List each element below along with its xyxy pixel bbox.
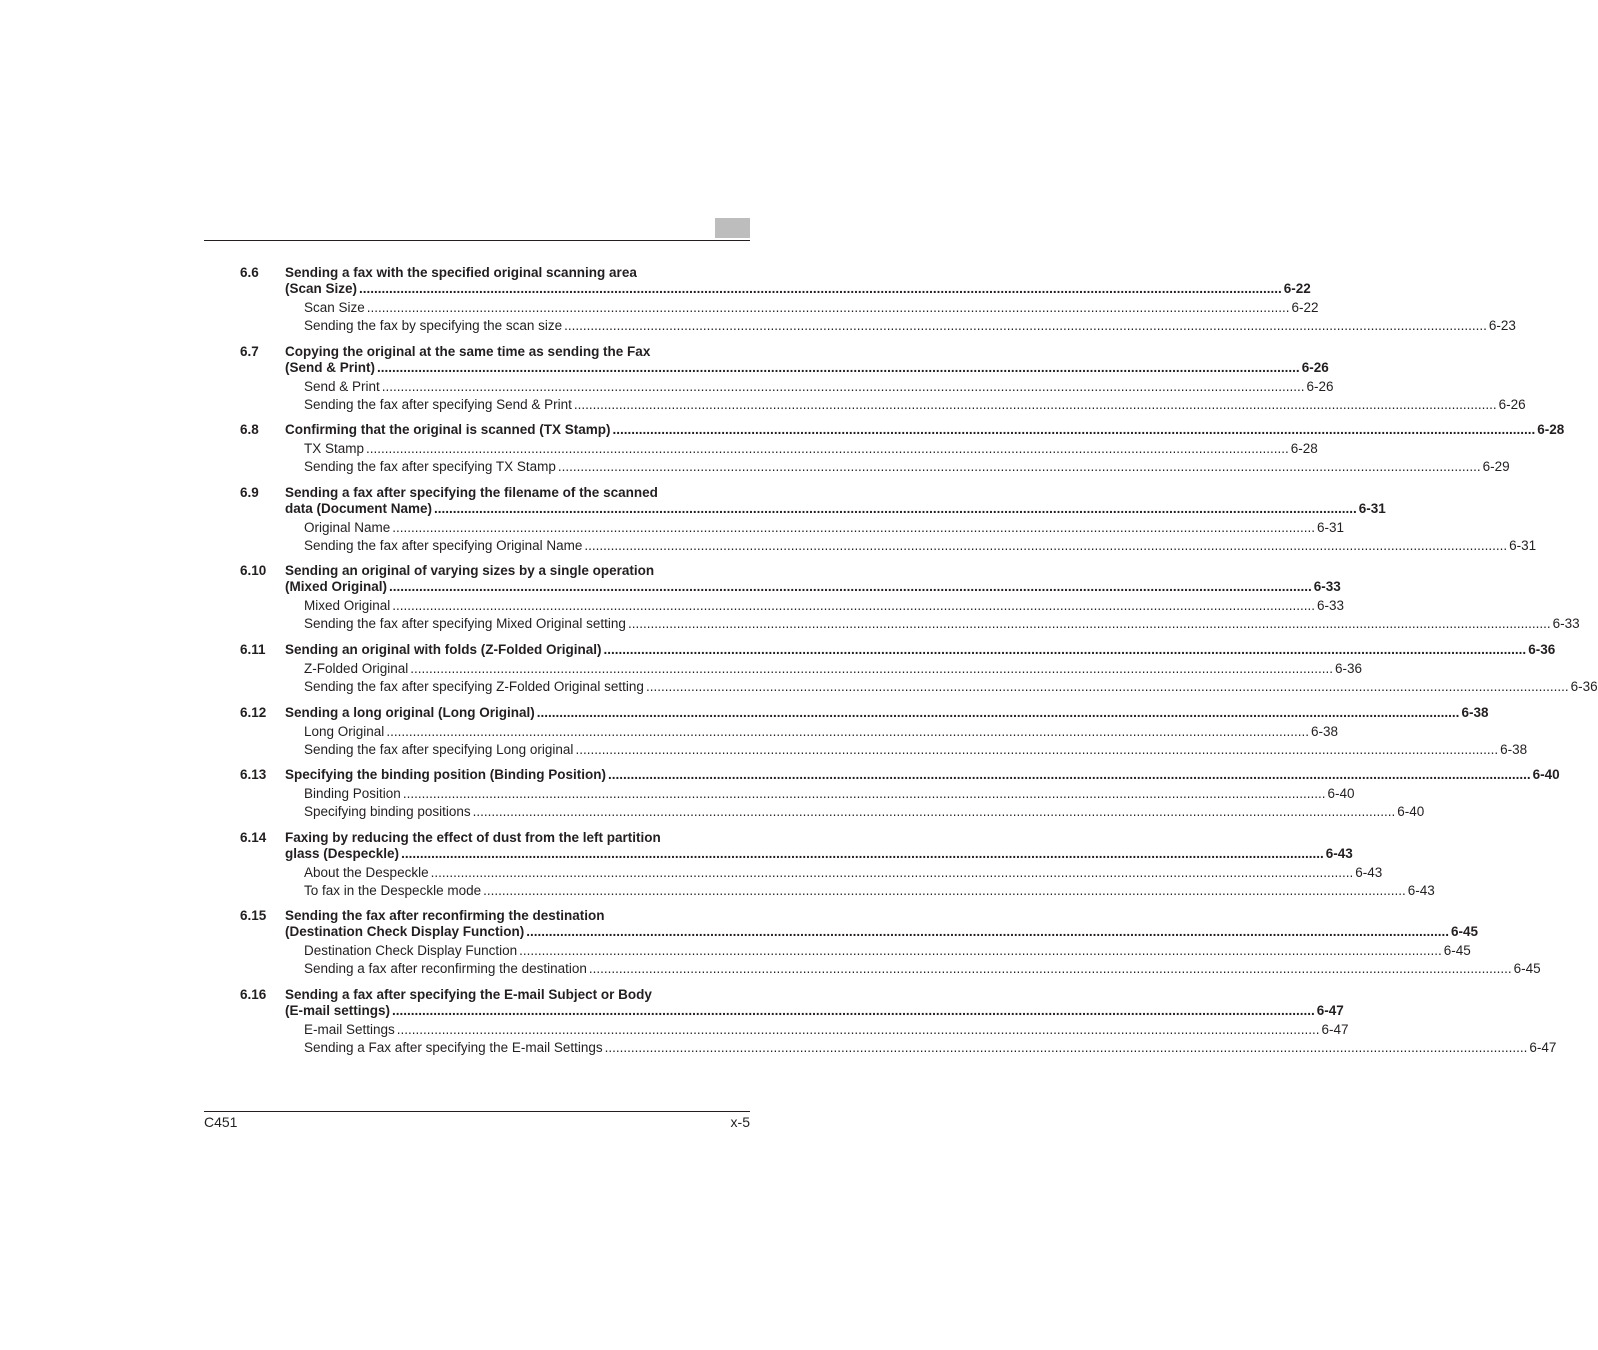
leader-dots [473,803,1396,821]
leader-dots [646,678,1569,696]
subsection-page: 6-33 [1316,598,1344,614]
leader-dots [403,785,1326,803]
toc-section [240,422,1565,476]
leader-dots [367,299,1290,317]
section-title: Sending an original with folds (Z-Folded Original) [285,641,602,657]
subsection-page: 6-45 [1443,943,1471,959]
subsection-page: 6-36 [1334,660,1363,676]
leader-dots [604,642,1527,658]
leader-dots [589,960,1512,978]
section-title: (Scan Size) [285,281,358,296]
leader-dots [628,615,1551,633]
section-entry-link[interactable] [285,422,1564,438]
section-entry-link[interactable] [285,501,1386,517]
section-entry-link[interactable] [285,1003,1344,1019]
chapter-tab [715,218,750,238]
toc-section [240,767,1560,821]
toc-section [240,343,1526,414]
toc-section [240,641,1598,696]
subsection-page: 6-23 [1488,318,1516,333]
section-number: 6.11 [240,641,266,657]
subsection-page: 6-26 [1306,378,1334,394]
footer-page-number: x-5 [730,1114,750,1130]
section-number: 6.14 [240,829,267,845]
subsection-title: To fax in the Despeckle mode [304,882,482,898]
leader-dots [584,537,1507,555]
subsection-entry-link[interactable] [304,615,1580,633]
subsection-entry-link[interactable] [304,537,1537,555]
subsection-title: Specifying binding positions [304,804,471,820]
leader-dots [386,723,1309,741]
subsection-entry-link[interactable] [304,785,1355,803]
subsection-entry-link[interactable] [304,864,1383,882]
subsection-title: Mixed Original [304,598,391,614]
subsection-title: TX Stamp [304,441,365,457]
section-entry-link[interactable] [285,579,1341,595]
subsection-page: 6-29 [1482,459,1510,475]
subsection-title: Send & Print [304,378,380,394]
leader-dots [366,440,1289,458]
section-title: data (Document Name) [285,500,433,516]
leader-dots [397,1021,1320,1039]
section-title-line[interactable]: Copying the original at the same time as sending the Fax [285,343,651,359]
section-page: 6-45 [1450,924,1478,940]
toc-section [240,484,1537,555]
subsection-page: 6-40 [1397,804,1425,820]
subsection-entry-link[interactable] [304,317,1516,335]
subsection-entry-link[interactable] [304,660,1363,678]
section-page: 6-31 [1358,500,1386,516]
section-number: 6.8 [240,422,259,438]
section-title: (Send & Print) [285,359,375,375]
toc-section [240,563,1580,633]
subsection-title: Scan Size [304,300,365,315]
subsection-title: Sending the fax after specifying Z-Folded Original setting [304,678,644,694]
subsection-title: E-mail Settings [304,1021,395,1037]
footer-rule [204,1111,750,1112]
section-number: 6.9 [240,484,259,500]
subsection-entry-link[interactable] [304,378,1334,396]
subsection-entry-link[interactable] [304,597,1344,615]
section-title: (Mixed Original) [285,579,388,595]
subsection-title: Long Original [304,723,385,739]
leader-dots [483,882,1406,900]
subsection-title: Sending the fax after specifying TX Stamp [304,459,556,475]
header-rule [204,240,750,241]
leader-dots [389,579,1312,595]
subsection-entry-link[interactable] [304,299,1319,317]
subsection-title: Sending the fax after specifying Send & Print [304,396,572,412]
section-page: 6-47 [1316,1002,1344,1018]
section-page: 6-36 [1528,641,1556,657]
subsection-page: 6-47 [1321,1021,1349,1037]
subsection-entry-link[interactable] [304,440,1318,458]
leader-dots [575,741,1498,759]
subsection-entry-link[interactable] [304,723,1339,741]
subsection-entry-link[interactable] [304,519,1344,537]
subsection-entry-link[interactable] [304,942,1471,960]
leader-dots [574,396,1497,414]
toc-section [240,908,1541,978]
section-title-line[interactable]: Sending the fax after reconfirming the destination [285,908,605,924]
subsection-page: 6-45 [1513,961,1541,977]
subsection-page: 6-38 [1311,723,1339,739]
subsection-entry-link[interactable] [304,882,1435,900]
section-page: 6-33 [1313,579,1341,595]
toc-section [240,704,1528,759]
subsection-title: Destination Check Display Function [304,943,518,959]
subsection-title: Sending the fax after specifying Long original [304,741,574,757]
subsection-page: 6-36 [1570,678,1598,694]
section-title: Sending a long original (Long Original) [285,704,535,720]
leader-dots [392,519,1315,537]
leader-dots [392,597,1315,615]
subsection-page: 6-40 [1327,786,1355,802]
leader-dots [564,317,1487,335]
subsection-title: Sending the fax by specifying the scan size [304,318,563,333]
table-of-contents [240,265,1598,1066]
section-title: (Destination Check Display Function) [285,924,525,940]
section-entry-link[interactable] [285,705,1488,721]
section-number: 6.15 [240,908,267,924]
section-title-line[interactable]: Sending an original of varying sizes by a single operation [285,563,655,579]
subsection-entry-link[interactable] [304,1039,1557,1057]
section-number: 6.10 [240,563,267,579]
leader-dots [392,1003,1315,1019]
leader-dots [613,422,1536,438]
subsection-page: 6-26 [1498,396,1526,412]
section-entry-link[interactable] [285,767,1560,783]
subsection-entry-link[interactable] [304,396,1526,414]
toc-section [240,986,1557,1057]
footer-model: C451 [204,1114,238,1130]
subsection-title: Sending the fax after specifying Mixed Original setting [304,616,626,632]
section-title-line[interactable]: Sending a fax after specifying the E-mail Subject or Body [285,986,652,1002]
subsection-page: 6-28 [1290,441,1318,457]
section-number: 6.13 [240,767,267,783]
section-page: 6-28 [1537,422,1565,438]
subsection-page: 6-31 [1509,537,1537,553]
section-number: 6.16 [240,986,267,1002]
leader-dots [558,458,1481,476]
section-title: Specifying the binding position (Binding Position) [285,767,606,783]
subsection-page: 6-43 [1355,864,1383,880]
subsection-entry-link[interactable] [304,960,1541,978]
leader-dots [401,846,1324,862]
section-page: 6-43 [1325,845,1353,861]
section-title: glass (Despeckle) [285,845,400,861]
subsection-page: 6-43 [1407,882,1435,898]
leader-dots [519,942,1442,960]
leader-dots [605,1039,1528,1057]
subsection-title: Original Name [304,519,391,535]
leader-dots [608,767,1531,783]
subsection-title: Sending a Fax after specifying the E-mail Settings [304,1039,603,1055]
leader-dots [431,864,1354,882]
section-number: 6.6 [240,265,259,280]
section-title: (E-mail settings) [285,1002,391,1018]
section-number: 6.7 [240,343,259,359]
subsection-page: 6-38 [1500,741,1528,757]
leader-dots [377,360,1300,376]
section-page: 6-22 [1283,281,1311,296]
subsection-title: About the Despeckle [304,864,429,880]
section-entry-link[interactable] [285,846,1353,862]
section-page: 6-40 [1532,767,1560,783]
leader-dots [382,378,1305,396]
leader-dots [526,924,1449,940]
subsection-entry-link[interactable] [304,741,1528,759]
section-entry-link[interactable] [285,642,1555,658]
section-entry-link[interactable] [285,924,1478,940]
subsection-title: Z-Folded Original [304,660,409,676]
section-number: 6.12 [240,704,267,720]
leader-dots [434,501,1357,517]
subsection-entry-link[interactable] [304,458,1510,476]
section-entry-link[interactable] [285,360,1329,376]
section-title-line[interactable]: Sending a fax with the specified original scanning area [285,265,637,280]
subsection-page: 6-47 [1529,1039,1557,1055]
section-page: 6-26 [1301,359,1329,375]
section-page: 6-38 [1461,704,1489,720]
subsection-page: 6-33 [1552,616,1580,632]
section-title-line[interactable]: Faxing by reducing the effect of dust from the left partition [285,829,661,845]
subsection-entry-link[interactable] [304,803,1425,821]
leader-dots [537,705,1460,721]
subsection-entry-link[interactable] [304,678,1598,696]
toc-section [240,829,1435,900]
toc-section [240,265,1516,335]
section-title: Confirming that the original is scanned (TX Stamp) [285,422,611,438]
leader-dots [410,660,1333,678]
leader-dots [359,281,1282,297]
subsection-entry-link[interactable] [304,1021,1349,1039]
subsection-page: 6-31 [1316,519,1344,535]
subsection-title: Sending a fax after reconfirming the destination [304,961,587,977]
section-entry-link[interactable] [285,281,1311,297]
subsection-page: 6-22 [1291,300,1319,315]
section-title-line[interactable]: Sending a fax after specifying the filename of the scanned [285,484,658,500]
subsection-title: Sending the fax after specifying Original Name [304,537,583,553]
subsection-title: Binding Position [304,786,401,802]
